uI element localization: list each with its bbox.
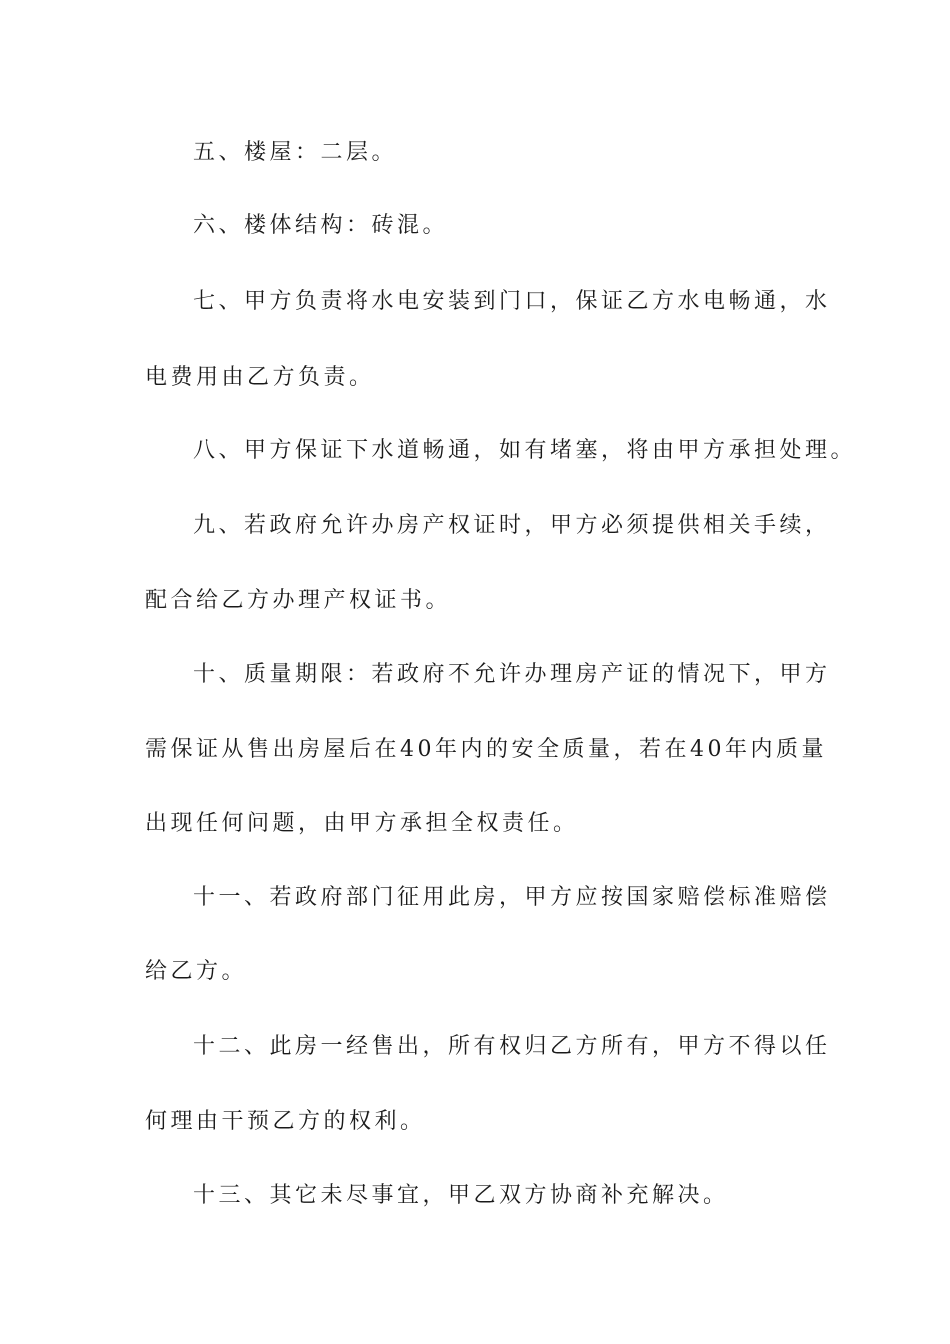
clause-9-line-1: 九、若政府允许办房产权证时，甲方必须提供相关手续， bbox=[193, 513, 831, 538]
clause-11-line-1: 十一、若政府部门征用此房，甲方应按国家赔偿标准赔偿 bbox=[193, 885, 831, 910]
clause-11-line-2: 给乙方。 bbox=[145, 959, 248, 984]
clause-5: 五、楼屋：二层。 bbox=[193, 140, 398, 165]
clause-10-line-3: 出现任何问题，由甲方承担全权责任。 bbox=[145, 811, 579, 836]
clause-7-line-1: 七、甲方负责将水电安装到门口，保证乙方水电畅通，水 bbox=[193, 289, 831, 314]
clause-12-line-2: 何理由干预乙方的权利。 bbox=[145, 1109, 426, 1134]
clause-12-line-1: 十二、此房一经售出，所有权归乙方所有，甲方不得以任 bbox=[193, 1034, 831, 1059]
clause-7-line-2: 电费用由乙方负责。 bbox=[145, 365, 375, 390]
clause-8: 八、甲方保证下水道畅通，如有堵塞，将由甲方承担处理。 bbox=[193, 438, 857, 463]
clause-6: 六、楼体结构：砖混。 bbox=[193, 213, 449, 238]
clause-9-line-2: 配合给乙方办理产权证书。 bbox=[145, 588, 452, 613]
clause-13: 十三、其它未尽事宜，甲乙双方协商补充解决。 bbox=[193, 1183, 729, 1208]
clause-10-line-1: 十、质量期限：若政府不允许办理房产证的情况下，甲方 bbox=[193, 662, 831, 687]
clause-10-line-2: 需保证从售出房屋后在40年内的安全质量，若在40年内质量 bbox=[145, 737, 827, 762]
